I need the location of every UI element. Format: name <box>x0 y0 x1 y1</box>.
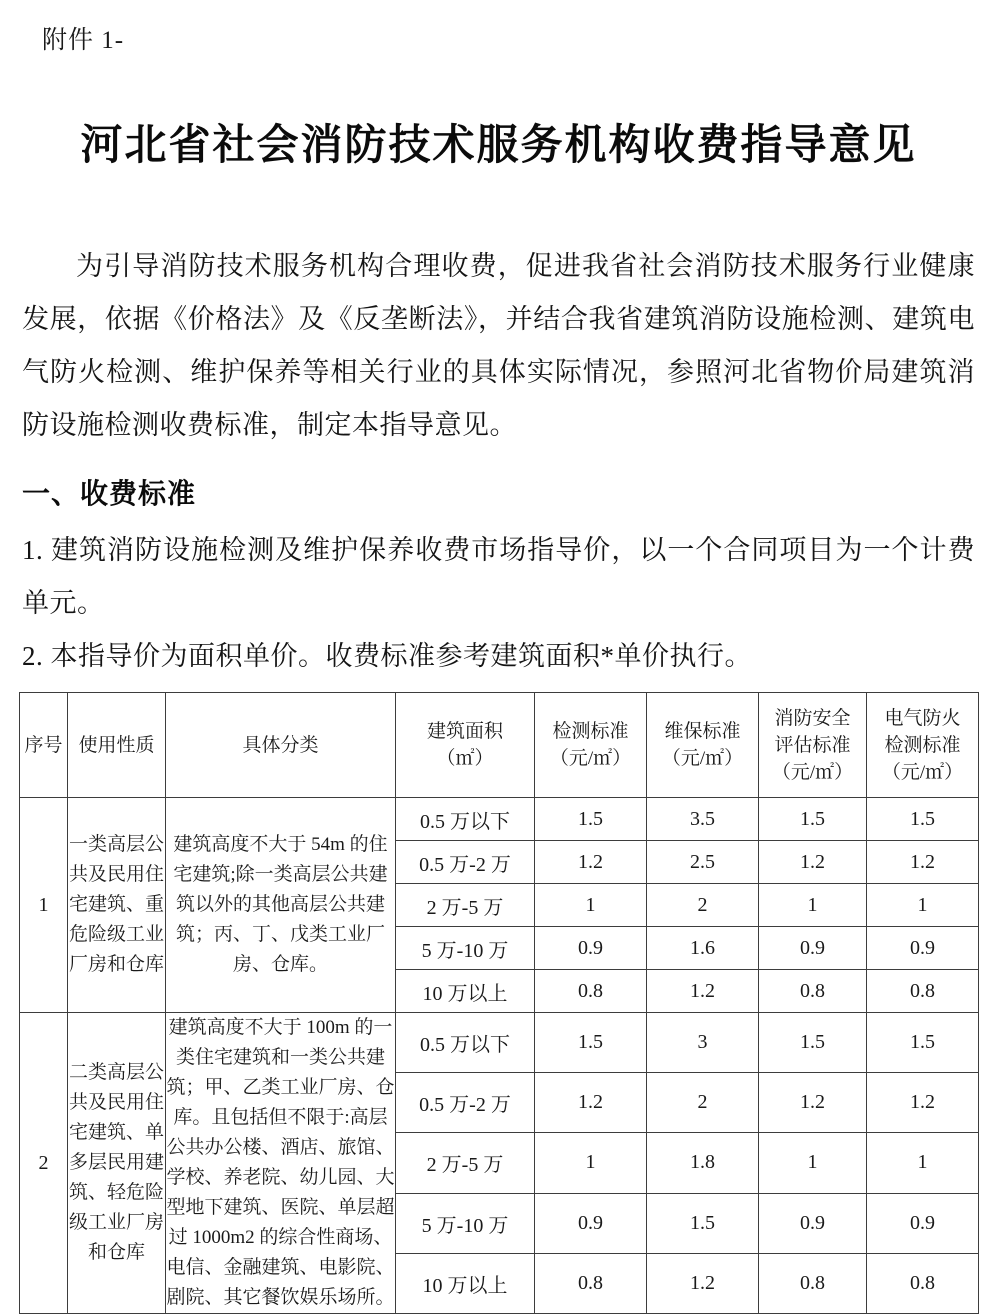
cell-area: 2 万-5 万 <box>396 1133 535 1193</box>
cell-assessment: 1.2 <box>759 841 867 884</box>
cell-area: 0.5 万以下 <box>396 798 535 841</box>
column-header-safety-assessment-standard <box>759 693 867 798</box>
column-header-label: 具体分类 <box>242 734 319 756</box>
column-header-electrical-fire-standard <box>867 693 979 798</box>
cell-maintenance: 1.5 <box>647 1193 759 1253</box>
column-header-unit: （㎡） <box>436 748 494 769</box>
cell-area: 5 万-10 万 <box>396 1193 535 1253</box>
cell-electrical: 1.2 <box>867 1073 979 1133</box>
cell-area: 0.5 万-2 万 <box>396 1073 535 1133</box>
numbered-items-list <box>22 524 975 683</box>
cell-detection: 1.5 <box>535 798 647 841</box>
cell-classification: 建筑高度不大于 54m 的住宅建筑;除一类高层公共建筑以外的其他高层公共建筑；丙、丁、戊类工业厂房、仓库。 <box>166 798 396 1013</box>
cell-assessment: 1 <box>759 1133 867 1193</box>
section-heading-fee-standards: 一、收费标准 <box>22 478 197 509</box>
intro-section <box>22 240 975 452</box>
fee-standards-table <box>19 692 979 1314</box>
cell-assessment: 1.2 <box>759 1073 867 1133</box>
column-header-maintenance-standard <box>647 693 759 798</box>
cell-electrical: 0.9 <box>867 1193 979 1253</box>
cell-detection: 1.5 <box>535 1013 647 1073</box>
cell-detection: 1.2 <box>535 1073 647 1133</box>
column-header-label: 维保标准 <box>664 721 741 742</box>
cell-assessment: 0.9 <box>759 1193 867 1253</box>
intro-paragraph: 为引导消防技术服务机构合理收费，促进我省社会消防技术服务行业健康发展，依据《价格法》及《反垄断法》，并结合我省建筑消防设施检测、建筑电气防火检测、维护保养等相关行业的具体实际情况，参照河北省物价局建筑消防设施检测收费标准，制定本指导意见。 <box>22 251 975 440</box>
cell-area: 0.5 万以下 <box>396 1013 535 1073</box>
column-header-label-line2: 评估标准 <box>774 734 851 756</box>
column-header-label: 使用性质 <box>78 734 155 756</box>
cell-nature: 一类高层公共及民用住宅建筑、重危险级工业厂房和仓库 <box>68 798 166 1013</box>
cell-maintenance: 1.8 <box>647 1133 759 1193</box>
cell-assessment: 1.5 <box>759 798 867 841</box>
column-header-unit: （元/㎡） <box>549 748 632 769</box>
cell-area: 10 万以上 <box>396 970 535 1013</box>
cell-seq: 2 <box>20 1013 68 1314</box>
column-header-unit: （元/㎡） <box>881 761 964 783</box>
cell-electrical: 1.5 <box>867 1013 979 1073</box>
cell-electrical: 0.8 <box>867 1253 979 1313</box>
column-header-detection-standard <box>535 693 647 798</box>
cell-electrical: 0.9 <box>867 927 979 970</box>
cell-electrical: 1 <box>867 884 979 927</box>
cell-assessment: 1 <box>759 884 867 927</box>
cell-electrical: 1.5 <box>867 798 979 841</box>
cell-assessment: 1.5 <box>759 1013 867 1073</box>
cell-assessment: 0.8 <box>759 970 867 1013</box>
cell-maintenance: 3 <box>647 1013 759 1073</box>
column-header-unit: （元/㎡） <box>661 748 744 769</box>
cell-maintenance: 2 <box>647 884 759 927</box>
table-row <box>20 1013 979 1073</box>
cell-assessment: 0.9 <box>759 927 867 970</box>
cell-maintenance: 1.6 <box>647 927 759 970</box>
cell-area: 10 万以上 <box>396 1253 535 1313</box>
column-header-seq <box>20 693 68 798</box>
cell-classification: 建筑高度不大于 100m 的一类住宅建筑和一类公共建筑；甲、乙类工业厂房、仓库。且包括但不限于:高层公共办公楼、酒店、旅馆、学校、养老院、幼儿园、大型地下建筑、医院、单层超过 1000m2 的综合性商场、电信、金融建筑、电影院、剧院、其它餐饮娱乐场所。 <box>166 1013 396 1314</box>
cell-maintenance: 2 <box>647 1073 759 1133</box>
column-header-label: 序号 <box>24 734 63 756</box>
cell-detection: 0.9 <box>535 927 647 970</box>
cell-electrical: 1 <box>867 1133 979 1193</box>
cell-electrical: 0.8 <box>867 970 979 1013</box>
cell-maintenance: 1.2 <box>647 1253 759 1313</box>
page-title: 河北省社会消防技术服务机构收费指导意见 <box>80 121 917 168</box>
table-header-row <box>20 693 979 798</box>
attachment-label: 附件 1- <box>42 27 125 54</box>
table-body <box>20 798 979 1314</box>
cell-detection: 1.2 <box>535 841 647 884</box>
cell-seq: 1 <box>20 798 68 1013</box>
column-header-label-line1: 消防安全 <box>774 707 851 729</box>
column-header-label: 检测标准 <box>552 721 629 742</box>
table-row <box>20 798 979 841</box>
cell-detection: 0.8 <box>535 1253 647 1313</box>
cell-detection: 1 <box>535 1133 647 1193</box>
column-header-label-line1: 电气防火 <box>884 707 961 729</box>
column-header-building-area <box>396 693 535 798</box>
cell-assessment: 0.8 <box>759 1253 867 1313</box>
cell-detection: 0.9 <box>535 1193 647 1253</box>
cell-electrical: 1.2 <box>867 841 979 884</box>
list-item: 1. 建筑消防设施检测及维护保养收费市场指导价，以一个合同项目为一个计费单元。 <box>22 535 975 618</box>
column-header-label: 建筑面积 <box>426 721 503 742</box>
list-item: 2. 本指导价为面积单价。收费标准参考建筑面积*单价执行。 <box>22 641 752 671</box>
cell-maintenance: 1.2 <box>647 970 759 1013</box>
cell-detection: 1 <box>535 884 647 927</box>
column-header-label-line2: 检测标准 <box>884 734 961 756</box>
column-header-classification <box>166 693 396 798</box>
column-header-unit: （元/㎡） <box>771 761 854 783</box>
cell-nature: 二类高层公共及民用住宅建筑、单多层民用建筑、轻危险级工业厂房和仓库 <box>68 1013 166 1314</box>
column-header-nature <box>68 693 166 798</box>
cell-maintenance: 3.5 <box>647 798 759 841</box>
cell-maintenance: 2.5 <box>647 841 759 884</box>
cell-detection: 0.8 <box>535 970 647 1013</box>
cell-area: 5 万-10 万 <box>396 927 535 970</box>
cell-area: 2 万-5 万 <box>396 884 535 927</box>
cell-area: 0.5 万-2 万 <box>396 841 535 884</box>
